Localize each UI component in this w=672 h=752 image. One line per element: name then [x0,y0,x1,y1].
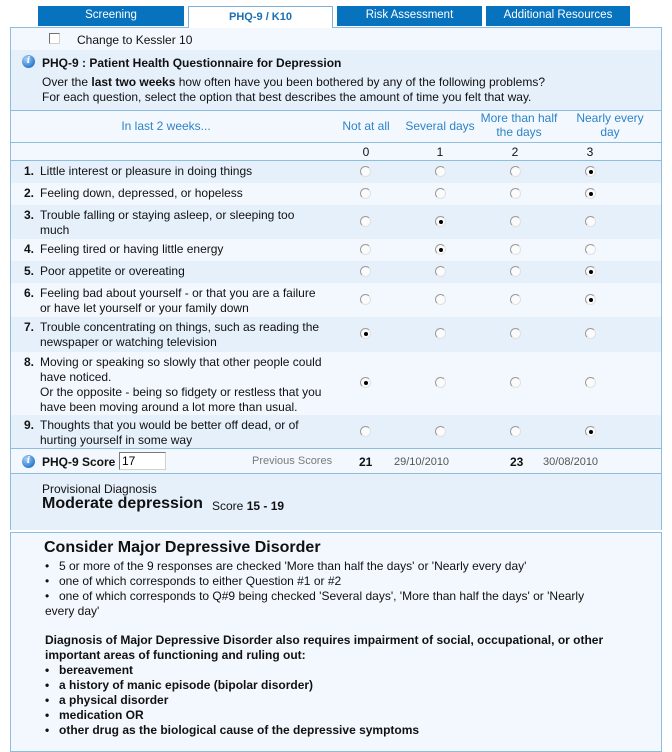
q3-radio-0[interactable] [360,216,371,227]
info-icon[interactable]: i [22,455,35,468]
tab-risk-assessment[interactable]: Risk Assessment [337,6,482,26]
question-row-7 [11,317,661,352]
question-label: Moving or speaking so slowly that other people could have noticed. [40,355,322,384]
mdd-criteria-list [45,559,605,619]
rule-out-list [45,663,605,738]
diagnosis-value: Moderate depression [42,495,203,512]
criteria-item: • one of which corresponds to Q#9 being checked 'Several days', 'More than half the days' or 'Nearly every day' [45,589,605,619]
q9-radio-3[interactable] [585,426,596,437]
previous-score-date: 29/10/2010 [394,456,450,468]
option-score: 1 [436,145,444,159]
score-input[interactable] [119,452,166,470]
question-label: Feeling tired or having little energy [40,242,224,256]
consider-title: Consider Major Depressive Disorder [44,539,321,556]
instruction-text: For each question, select the option that best describes the amount of time you felt that way. [42,90,532,104]
q1-radio-1[interactable] [435,166,446,177]
score-label: PHQ-9 Score [42,455,116,469]
option-score: 3 [586,145,594,159]
q1-radio-0[interactable] [360,166,371,177]
question-text [24,242,324,257]
q1-radio-3[interactable] [585,166,596,177]
option-header-not-at-all: Not at all [342,119,390,133]
q6-radio-3[interactable] [585,294,596,305]
tab-screening[interactable]: Screening [38,6,184,26]
provisional-diagnosis [11,473,661,530]
instruction-emphasis: last two weeks [91,75,176,89]
previous-score: 23 [510,455,524,469]
previous-score-date: 30/08/2010 [543,456,599,468]
q4-radio-1[interactable] [435,244,446,255]
q2-radio-2[interactable] [510,188,521,199]
q5-radio-1[interactable] [435,266,446,277]
option-score: 2 [511,145,519,159]
q6-radio-1[interactable] [435,294,446,305]
question-number: 5. [24,264,35,278]
question-text [24,186,324,201]
q8-radio-2[interactable] [510,377,521,388]
q6-radio-0[interactable] [360,294,371,305]
option-score: 0 [362,145,370,159]
q7-radio-2[interactable] [510,328,521,339]
criteria-item: • 5 or more of the 9 responses are checked 'More than half the days' or 'Nearly every day' [45,559,605,574]
question-row-8 [11,352,661,415]
question-number: 4. [24,242,35,256]
kessler-checkbox[interactable] [49,33,60,44]
question-label: Trouble falling or staying asleep, or sleeping too much [40,208,295,237]
tab-phq9-k10[interactable]: PHQ-9 / K10 [188,6,333,28]
q2-radio-3[interactable] [585,188,596,199]
question-text [24,286,324,316]
consider-mdd-panel [10,532,662,752]
q5-radio-0[interactable] [360,266,371,277]
rule-out-item: • medication OR [45,708,605,723]
question-text [24,418,324,448]
question-row-9 [11,415,661,448]
option-scores-row [11,142,661,160]
question-label: Thoughts that you would be better off dead, or of hurting yourself in some way [40,418,299,447]
previous-score: 21 [359,455,373,469]
q8-radio-3[interactable] [585,377,596,388]
option-header-nearly-every-day: Nearly every day [576,111,644,139]
kessler-label: Change to Kessler 10 [77,33,193,47]
q7-radio-0[interactable] [360,328,371,339]
questionnaire-instructions [42,75,545,105]
question-number: 3. [24,208,35,222]
question-text [24,164,324,179]
rule-out-item: • bereavement [45,663,605,678]
q9-radio-1[interactable] [435,426,446,437]
q9-radio-2[interactable] [510,426,521,437]
question-text [24,320,324,350]
questionnaire-intro [11,50,661,110]
criteria-item: • one of which corresponds to either Question #1 or #2 [45,574,605,589]
q4-radio-3[interactable] [585,244,596,255]
score-range-label: Score [212,499,247,513]
question-row-6 [11,283,661,317]
question-number: 8. [24,355,35,369]
q8-radio-1[interactable] [435,377,446,388]
q9-radio-0[interactable] [360,426,371,437]
rule-out-item: • other drug as the biological cause of the depressive symptoms [45,723,605,738]
q6-radio-2[interactable] [510,294,521,305]
q4-radio-2[interactable] [510,244,521,255]
question-number: 9. [24,418,35,432]
phq9-panel [10,27,662,530]
tab-bar [38,6,634,26]
q3-radio-3[interactable] [585,216,596,227]
question-row-1 [11,161,661,183]
option-header-several-days: Several days [405,119,475,133]
question-number: 1. [24,164,35,178]
question-label-continued: Or the opposite - being so fidgety or restless that you have been moving around a lot more than usual. [40,385,322,414]
q5-radio-2[interactable] [510,266,521,277]
question-row-4 [11,239,661,261]
q5-radio-3[interactable] [585,266,596,277]
q7-radio-3[interactable] [585,328,596,339]
q2-radio-0[interactable] [360,188,371,199]
question-text [24,208,324,238]
instruction-text: how often have you been bothered by any of the following problems? [175,75,545,89]
question-row-5 [11,261,661,283]
kessler-toggle-row [11,28,661,50]
rule-out-item: • a history of manic episode (bipolar disorder) [45,678,605,693]
q8-radio-0[interactable] [360,377,371,388]
question-label: Little interest or pleasure in doing things [40,164,253,178]
tab-additional-resources[interactable]: Additional Resources [486,6,630,26]
question-row-3 [11,205,661,239]
score-row [11,448,661,473]
score-range-value: 15 - 19 [246,499,285,513]
q7-radio-1[interactable] [435,328,446,339]
q2-radio-1[interactable] [435,188,446,199]
diagnosis-label: Provisional Diagnosis [42,482,157,496]
question-label: Feeling bad about yourself - or that you are a failure or have let yourself or your family down [40,286,316,315]
rule-out-item: • a physical disorder [45,693,605,708]
question-text [24,264,324,279]
question-text [24,355,324,415]
q1-radio-2[interactable] [510,166,521,177]
question-number: 7. [24,320,35,334]
question-column-header: In last 2 weeks... [121,119,211,133]
question-label: Feeling down, depressed, or hopeless [40,186,243,200]
previous-scores-label: Previous Scores [252,455,333,467]
question-row-2 [11,183,661,205]
info-icon[interactable]: i [22,55,35,68]
questionnaire-title: PHQ-9 : Patient Health Questionnaire for Depression [42,56,342,70]
option-header-more-than-half: More than half the days [480,111,558,139]
diagnosis-score-range [212,499,284,513]
diagnosis-requirement: Diagnosis of Major Depressive Disorder also requires impairment of social, occupational, or other important areas of functioning and ruling out: [45,633,604,662]
q3-radio-1[interactable] [435,216,446,227]
instruction-text: Over the [42,75,92,89]
question-number: 2. [24,186,35,200]
question-label: Poor appetite or overeating [40,264,185,278]
q3-radio-2[interactable] [510,216,521,227]
options-header [11,110,661,142]
question-number: 6. [24,286,35,300]
question-label: Trouble concentrating on things, such as reading the newspaper or watching television [40,320,320,349]
q4-radio-0[interactable] [360,244,371,255]
